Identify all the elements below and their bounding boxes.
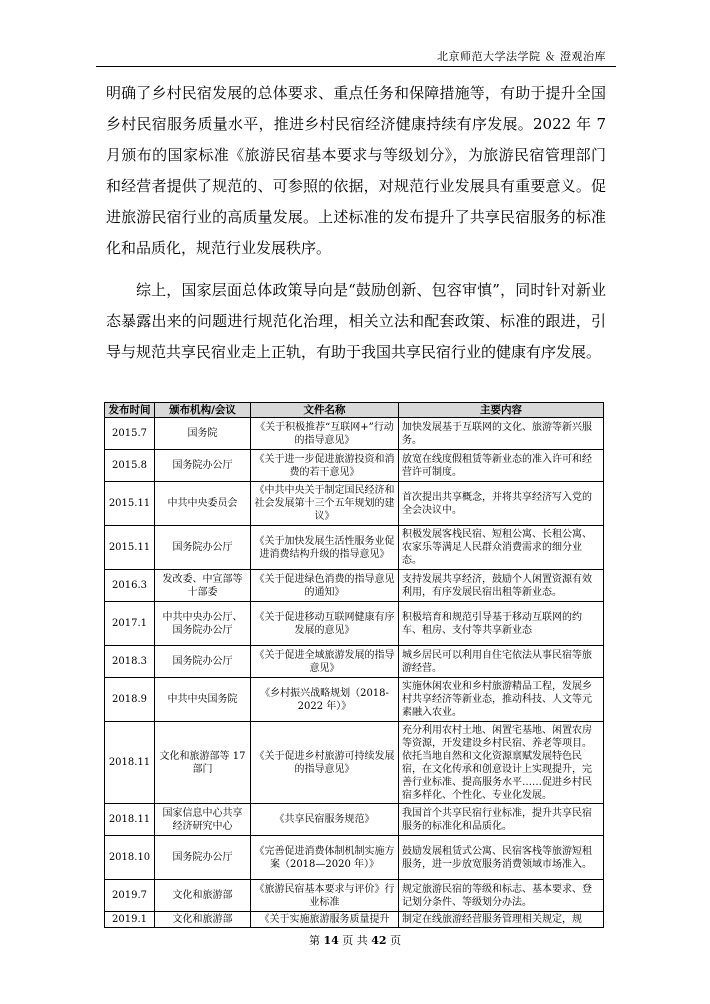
paragraph-2: 综上，国家层面总体政策导向是“鼓励创新、包容审慎”，同时针对新业态暴露出来的问题进行规范化治理，相关立法和配套政策、标准的跟进，引导与规范共享民宿业走上正轨，有助于我国共享民宿行业的健康有序发展。 <box>106 281 606 361</box>
header-doc: 文件名称 <box>251 403 399 418</box>
cell-doc: 《完善促进消费体制机制实施方案（2018—2020 年）》 <box>251 836 399 880</box>
cell-date: 2019.7 <box>105 880 155 912</box>
cell-date: 2017.1 <box>105 602 155 646</box>
cell-org: 文化和旅游部等 17 部门 <box>155 722 251 804</box>
cell-doc: 《关于促进乡村旅游可持续发展的指导意见》 <box>251 722 399 804</box>
cell-doc: 《关于促进绿色消费的指导意见的通知》 <box>251 570 399 602</box>
cell-content: 制定在线旅游经营服务管理相关规定，规 <box>399 912 604 928</box>
cell-doc: 《关于加快发展生活性服务业促进消费结构升级的指导意见》 <box>251 526 399 570</box>
table-row <box>105 418 604 450</box>
cell-doc: 《关于积极推荐“互联网+”行动的指导意见》 <box>251 418 399 450</box>
table-row <box>105 570 604 602</box>
cell-date: 2018.11 <box>105 804 155 836</box>
header-rule <box>96 66 616 67</box>
footer-pre: 第 <box>308 934 320 947</box>
table-row <box>105 722 604 804</box>
cell-content: 实施休闲农业和乡村旅游精品工程，发展乡村共享经济等新业态，推动科技、人文等元素融入农业。 <box>399 678 604 722</box>
footer-mid: 页 共 <box>342 934 368 947</box>
cell-content: 充分利用农村土地、闲置宅基地、闲置农房等资源，开发建设乡村民宿、养老等项目。依托当地自然和文化资源禀赋发展特色民宿，在文化传承和创意设计上实现提升，完善行业标准、提高服务水平……促进乡村民宿多样化、个性化、专业化发展。 <box>399 722 604 804</box>
table-row <box>105 450 604 482</box>
footer-total-pages: 42 <box>371 934 387 947</box>
cell-org: 发改委、中宣部等十部委 <box>155 570 251 602</box>
table-row <box>105 602 604 646</box>
cell-content: 支持发展共享经济，鼓励个人闲置资源有效利用，有序发展民宿出租等新业态。 <box>399 570 604 602</box>
cell-org: 中共中央办公厅、国务院办公厅 <box>155 602 251 646</box>
header-org: 颁布机构/会议 <box>155 403 251 418</box>
cell-org: 中共中央国务院 <box>155 678 251 722</box>
cell-date: 2018.11 <box>105 722 155 804</box>
header-date: 发布时间 <box>105 403 155 418</box>
cell-content: 积极发展客栈民宿、短租公寓、长租公寓、农家乐等满足人民群众消费需求的细分业态。 <box>399 526 604 570</box>
cell-date: 2015.7 <box>105 418 155 450</box>
body-text <box>106 78 606 379</box>
cell-doc: 《中共中央关于制定国民经济和社会发展第十三个五年规划的建议》 <box>251 482 399 526</box>
cell-doc: 《关于促进全域旅游发展的指导意见》 <box>251 646 399 678</box>
table-header-row <box>105 403 604 418</box>
cell-content: 首次提出共享概念，并将共享经济写入党的全会决议中。 <box>399 482 604 526</box>
table-row <box>105 526 604 570</box>
table-row <box>105 804 604 836</box>
footer-post: 页 <box>390 934 402 947</box>
paragraph-1: 明确了乡村民宿发展的总体要求、重点任务和保障措施等，有助于提升全国乡村民宿服务质量水平，推进乡村民宿经济健康持续有序发展。2022 年 7 月颁布的国家标准《旅游民宿基本要求与等级划分》，为旅游民宿管理部门和经营者提供了规范的、可参照的依据，对规范行业发展具有重要意义。促进旅游民宿行业的高质量发展。上述标准的发布提升了共享民宿服务的标准化和品质化，规范行业发展秩序。 <box>106 84 606 257</box>
cell-org: 国务院办公厅 <box>155 526 251 570</box>
cell-org: 国务院办公厅 <box>155 646 251 678</box>
cell-org: 国务院办公厅 <box>155 836 251 880</box>
cell-org: 文化和旅游部 <box>155 880 251 912</box>
cell-content: 加快发展基于互联网的文化、旅游等新兴服务。 <box>399 418 604 450</box>
cell-doc: 《关于实施旅游服务质量提升 <box>251 912 399 928</box>
cell-doc: 《乡村振兴战略规划（2018-2022 年）》 <box>251 678 399 722</box>
cell-org: 中共中央委员会 <box>155 482 251 526</box>
cell-org: 国务院办公厅 <box>155 450 251 482</box>
cell-org: 文化和旅游部 <box>155 912 251 928</box>
cell-content: 我国首个共享民宿行业标准，提升共享民宿服务的标准化和品质化。 <box>399 804 604 836</box>
cell-date: 2015.11 <box>105 526 155 570</box>
cell-doc: 《旅游民宿基本要求与评价》行业标准 <box>251 880 399 912</box>
footer-current-page: 14 <box>323 934 339 947</box>
cell-date: 2015.11 <box>105 482 155 526</box>
table-row <box>105 482 604 526</box>
cell-doc: 《共享民宿服务规范》 <box>251 804 399 836</box>
cell-date: 2018.3 <box>105 646 155 678</box>
cell-doc: 《关于进一步促进旅游投资和消费的若干意见》 <box>251 450 399 482</box>
table-row <box>105 678 604 722</box>
page-header: 北京师范大学法学院 ＆ 澄观治库 <box>437 50 606 63</box>
policy-table <box>104 402 604 928</box>
cell-date: 2016.3 <box>105 570 155 602</box>
table-row <box>105 646 604 678</box>
cell-content: 放宽在线度假租赁等新业态的准入许可和经营许可制度。 <box>399 450 604 482</box>
cell-date: 2019.1 <box>105 912 155 928</box>
cell-doc: 《关于促进移动互联网健康有序发展的意见》 <box>251 602 399 646</box>
cell-content: 规定旅游民宿的等级和标志、基本要求、登记划分条件、等级划分办法。 <box>399 880 604 912</box>
cell-content: 城乡居民可以利用自住宅依法从事民宿等旅游经营。 <box>399 646 604 678</box>
cell-date: 2015.8 <box>105 450 155 482</box>
cell-content: 鼓励发展租赁式公寓、民宿客栈等旅游短租服务，进一步放宽服务消费领域市场准入。 <box>399 836 604 880</box>
cell-date: 2018.9 <box>105 678 155 722</box>
table-row <box>105 912 604 928</box>
cell-org: 国务院 <box>155 418 251 450</box>
header-content: 主要内容 <box>399 403 604 418</box>
cell-date: 2018.10 <box>105 836 155 880</box>
cell-content: 积极培育和规范引导基于移动互联网的约车、租房、支付等共享新业态 <box>399 602 604 646</box>
page-footer <box>0 932 710 948</box>
cell-org: 国家信息中心共享经济研究中心 <box>155 804 251 836</box>
table-row <box>105 836 604 880</box>
table-row <box>105 880 604 912</box>
